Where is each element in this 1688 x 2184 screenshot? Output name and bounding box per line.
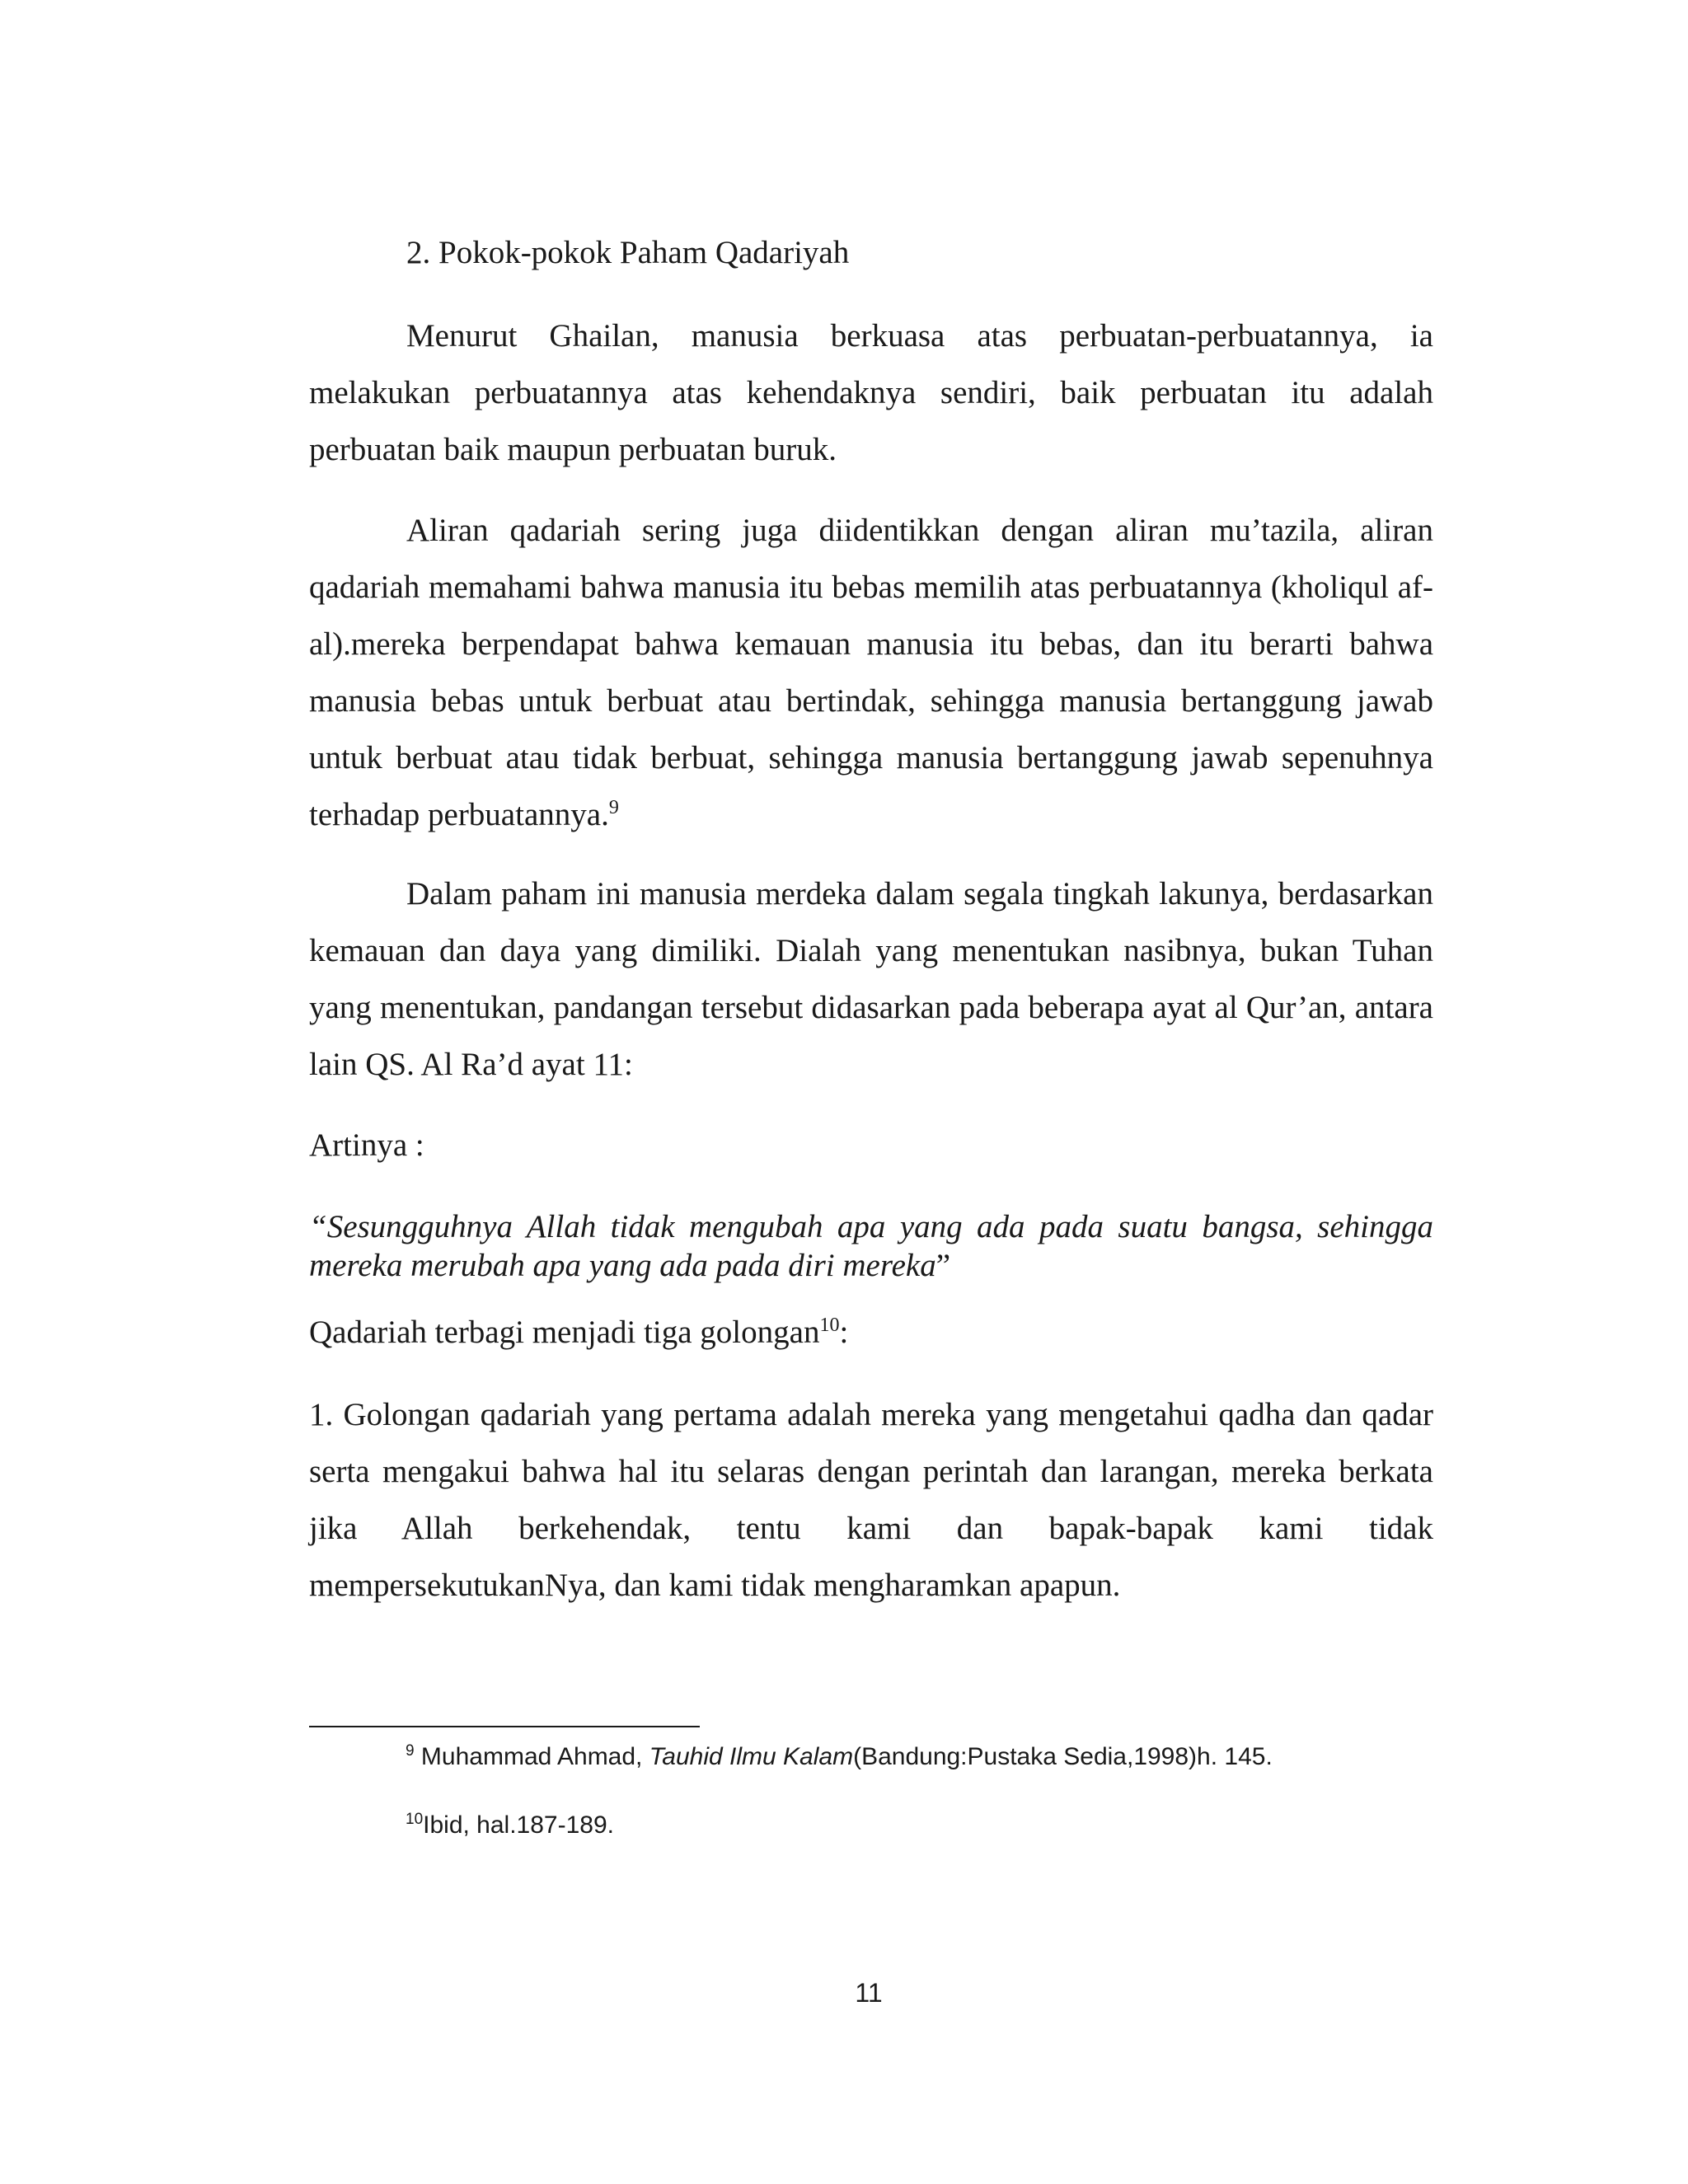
footnote-ref-9: 9 (608, 797, 619, 818)
groups-intro-text: Qadariah terbagi menjadi tiga golongan (309, 1315, 820, 1350)
list-item-golongan-1 (309, 1386, 1433, 1614)
section-heading (309, 224, 1433, 281)
paragraph-aliran-qadariah (309, 502, 1433, 843)
paragraph-ghailan-text: Menurut Ghailan, manusia berkuasa atas perbuatan-perbuatannya, ia melakukan perbuatannya atas kehendaknya sendiri, baik perbuatan itu adalah perbuatan baik maupun perbuatan buruk. (309, 318, 1433, 467)
footnote-book-title: Tauhid Ilmu Kalam (649, 1743, 854, 1770)
paragraph-aliran-text: Aliran qadariah sering juga diidentikkan dengan aliran mu’tazila, aliran qadariah memahami bahwa manusia itu bebas memilih atas perbuatannya (kholiqul af-al).mereka berpendapat bahwa kemauan manusia itu bebas, dan itu berarti bahwa manusia bebas untuk berbuat atau bertindak, sehingga manusia bertanggung jawab untuk berbuat atau tidak berbuat, sehingga manusia bertanggung jawab sepenuhnya terhadap perbuatannya. (309, 513, 1433, 832)
footnote-number: 9 (406, 1742, 415, 1760)
paragraph-paham (309, 865, 1433, 1093)
quran-quote-closing-mark: ” (935, 1248, 951, 1283)
footnote-ibid: Ibid, hal.187-189. (423, 1811, 614, 1839)
footnote-publication: (Bandung:Pustaka Sedia,1998)h. 145. (853, 1743, 1273, 1770)
groups-intro (309, 1304, 1433, 1361)
footnote-10 (406, 1809, 614, 1842)
page-number: 11 (855, 1978, 883, 2008)
footnote-number: 10 (406, 1811, 424, 1828)
list-item-golongan-1-text: 1. Golongan qadariah yang pertama adalah mereka yang mengetahui qadha dan qadar serta mengakui bahwa hal itu selaras dengan perintah dan larangan, mereka berkata jika Allah berkehendak, tentu kami dan bapak-bapak kami tidak mempersekutukanNya, dan kami tidak mengharamkan apapun. (309, 1397, 1433, 1603)
quran-quote-text: “Sesungguhnya Allah tidak mengubah apa yang ada pada suatu bangsa, sehingga mereka merubah apa yang ada pada diri mereka (309, 1209, 1433, 1283)
artinya-label (309, 1117, 1433, 1174)
footnote-divider (309, 1726, 700, 1727)
footnote-author: Muhammad Ahmad, (420, 1743, 649, 1770)
quran-quote (309, 1207, 1433, 1285)
groups-intro-suffix: : (839, 1315, 849, 1350)
artinya-label-text: Artinya : (309, 1127, 424, 1163)
footnote-ref-10: 10 (819, 1315, 840, 1336)
footnote-9 (406, 1741, 1273, 1774)
section-heading-text: 2. Pokok-pokok Paham Qadariyah (406, 235, 850, 270)
paragraph-ghailan (309, 307, 1433, 478)
paragraph-paham-text: Dalam paham ini manusia merdeka dalam segala tingkah lakunya, berdasarkan kemauan dan daya yang dimiliki. Dialah yang menentukan nasibnya, bukan Tuhan yang menentukan, pandangan tersebut didasarkan pada beberapa ayat al Qur’an, antara lain QS. Al Ra’d ayat 11: (309, 876, 1433, 1082)
